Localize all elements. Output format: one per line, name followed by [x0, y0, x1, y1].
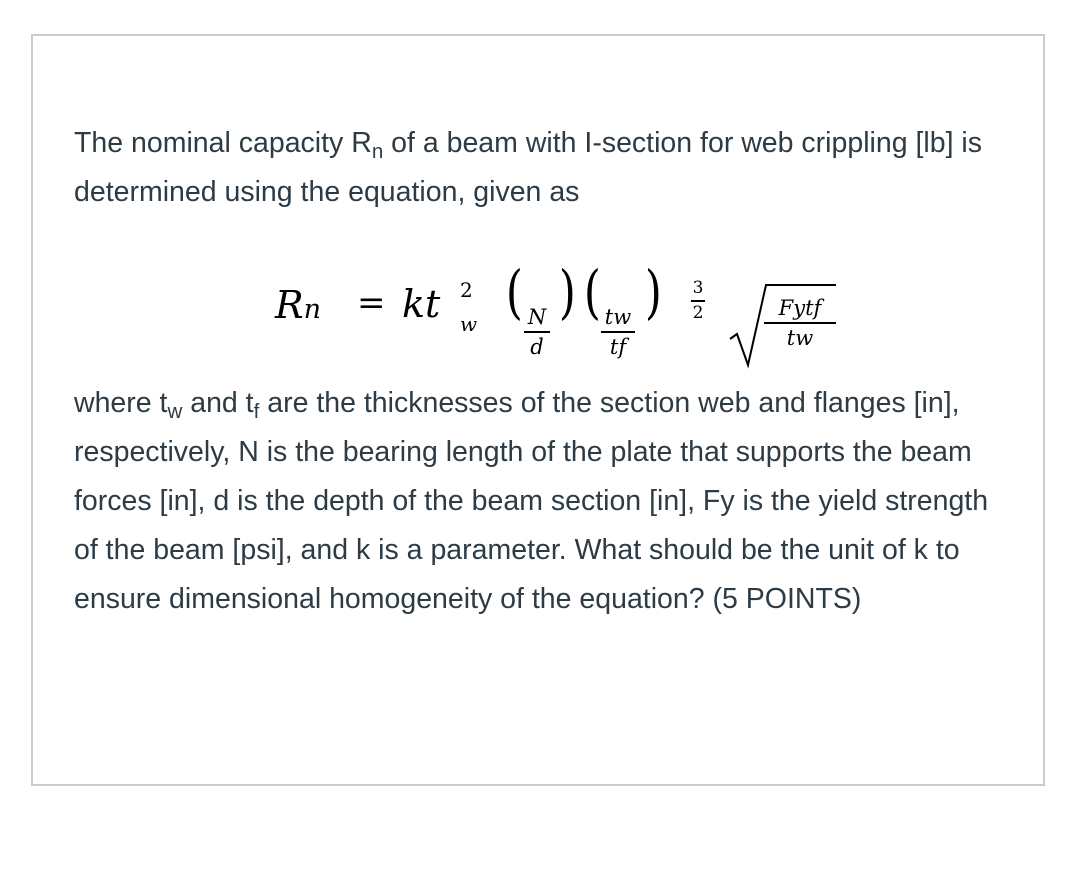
equation-lhs-subscript: n	[303, 294, 322, 325]
fraction-tw-over-tf	[601, 305, 635, 359]
paren-close-1: )	[558, 258, 576, 326]
equation-lhs: Rn	[275, 283, 322, 327]
equation-coef-subscript: w	[460, 312, 478, 336]
fraction-d-denominator: d	[530, 334, 544, 359]
equation-coefficient: kt 2 w	[402, 278, 478, 336]
fraction-tf-denominator: tf	[609, 334, 627, 359]
body-subscript-w: w	[167, 400, 183, 424]
exponent-three-halves	[691, 279, 705, 323]
body-text-2: and t	[182, 387, 254, 419]
exponent-numerator: 3	[692, 278, 704, 298]
exponent-denominator: 2	[692, 302, 704, 323]
web-crippling-equation	[271, 241, 831, 371]
fraction-fytf-over-tw	[764, 296, 836, 350]
body-text: where t	[74, 387, 168, 419]
paren-close-2: )	[644, 258, 662, 326]
fraction-tw-denominator: tw	[786, 325, 814, 350]
fraction-fytf-numerator: Fytf	[778, 296, 822, 320]
question-body	[74, 379, 1014, 624]
body-subscript-f: f	[253, 400, 260, 424]
intro-text: The nominal capacity R	[74, 127, 372, 159]
equation-coef-superscript: 2	[460, 278, 473, 302]
body-text-rest: are the thicknesses of the section web and flanges [in], respectively, N is the bearing length of the plate that supports the beam forces [in], d is the depth of the beam section [in], Fy is the yield strength of the beam [psi], and k is a parameter. What should be the unit of k to ensure dimensional homogeneity of the equation? (5 POINTS)	[74, 387, 989, 615]
question-card	[31, 34, 1045, 786]
paren-open-2: (	[583, 258, 601, 326]
intro-text-rest: of a beam with I-section for web crippling [lb] is determined using the equation, given as	[74, 127, 982, 208]
paren-open-1: (	[505, 258, 523, 326]
fraction-tw-numerator: tw	[604, 305, 632, 329]
fraction-n-over-d	[524, 305, 550, 359]
question-intro	[74, 119, 1014, 217]
equation-equals: =	[357, 283, 386, 323]
intro-subscript-n: n	[371, 140, 384, 164]
fraction-n-numerator: N	[527, 305, 547, 329]
